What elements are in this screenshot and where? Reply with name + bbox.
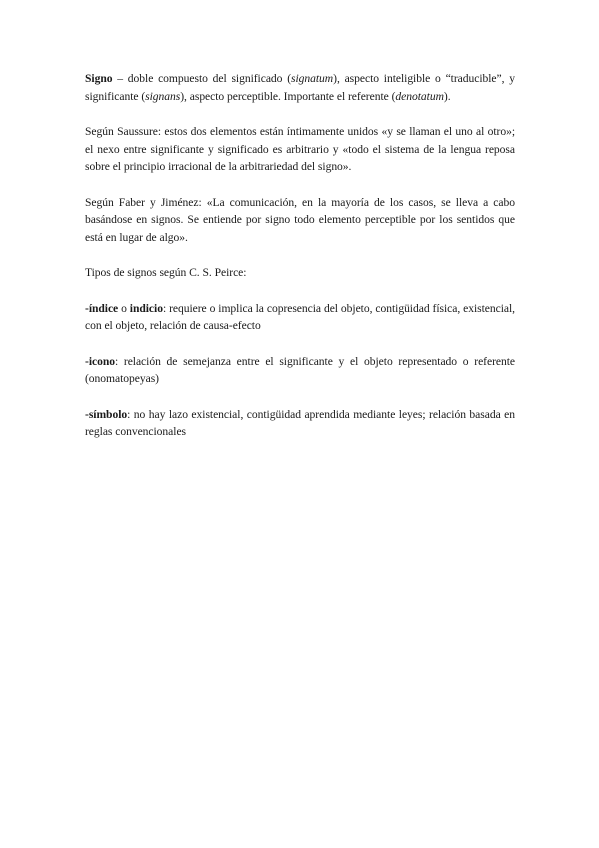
text-segment: o <box>118 301 130 315</box>
text-segment: ), aspecto perceptible. Importante el referente ( <box>180 89 396 103</box>
term-simbolo: símbolo <box>88 407 128 421</box>
term-indicio: indicio <box>129 301 163 315</box>
text-segment: – doble compuesto del significado ( <box>112 72 292 85</box>
text-segment: ). <box>443 89 451 103</box>
term-denotatum: denotatum <box>395 89 444 103</box>
term-indice: índice <box>88 301 119 315</box>
paragraph-saussure: Según Saussure: estos dos elementos están íntimamente unidos «y se llaman el uno al otro»; el nexo entre significante y significado es arbitrario y «todo el sistema de la lengua reposa sobre el principio irracional de la arbitrariedad del signo». <box>85 125 515 173</box>
term-signans: signans <box>145 89 181 103</box>
paragraph-peirce-heading: Tipos de signos según C. S. Peirce: <box>85 266 247 279</box>
text-segment: ), aspecto inteligible o “traducible”, y significante ( <box>85 72 515 103</box>
paragraph-faber-jimenez: Según Faber y Jiménez: «La comunicación, en la mayoría de los casos, se lleva a cabo basándose en signos. Se entiende por signo todo elemento perceptible por los sentidos que está en lugar de algo». <box>85 195 515 244</box>
term-signo: Signo <box>85 72 113 85</box>
bullet-dash: - <box>85 407 89 421</box>
term-icono: icono <box>88 354 115 368</box>
term-signatum: signatum <box>291 72 334 85</box>
paragraph-simbolo <box>85 406 515 441</box>
bullet-dash: - <box>85 354 89 368</box>
paragraph-signo-definition <box>85 70 515 105</box>
paragraph-indice <box>85 300 515 335</box>
paragraph-icono <box>85 353 515 388</box>
text-segment: : no hay lazo existencial, contigüidad aprendida mediante leyes; relación basada en reglas convencionales <box>85 407 515 438</box>
bullet-dash: - <box>85 301 89 315</box>
text-segment: : requiere o implica la copresencia del objeto, contigüidad física, existencial, con el objeto, relación de causa-efecto <box>85 301 515 332</box>
text-segment: : relación de semejanza entre el significante y el objeto representado o referente (onomatopeyas) <box>85 354 515 385</box>
